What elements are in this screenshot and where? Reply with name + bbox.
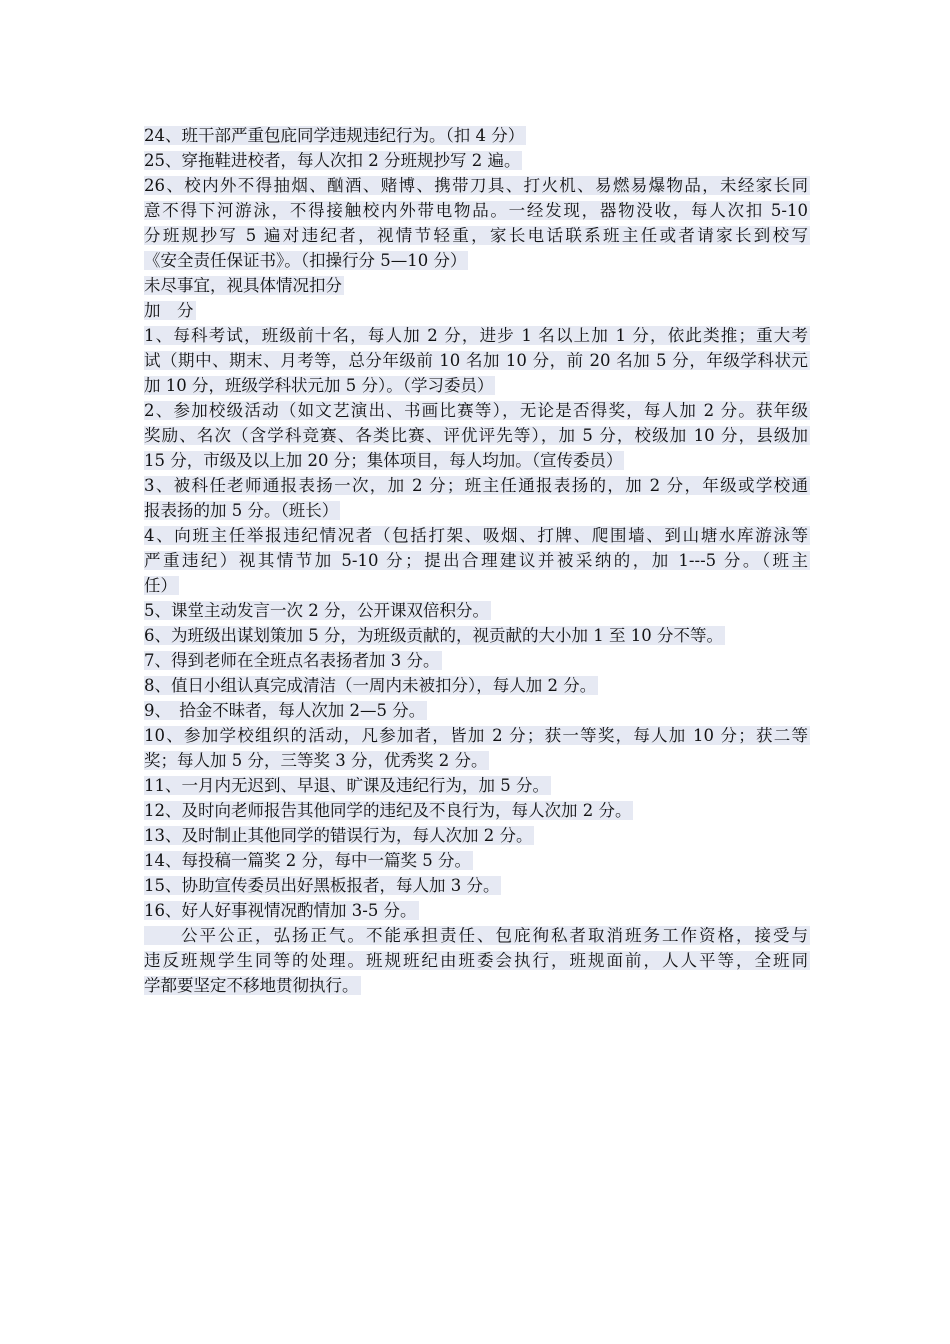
section-heading: 加 分 <box>144 301 194 320</box>
text-line: 7、得到老师在全班点名表扬者加 3 分。 <box>144 651 440 670</box>
document-body <box>144 123 810 998</box>
text-line: 26、校内外不得抽烟、酗酒、赌博、携带刀具、打火机、易燃易爆物品，未经家长同 <box>144 176 808 195</box>
text-line: 任） <box>144 576 177 595</box>
text-line: 12、及时向老师报告其他同学的违纪及不良行为，每人次加 2 分。 <box>144 801 632 820</box>
text-line: 14、每投稿一篇奖 2 分，每中一篇奖 5 分。 <box>144 851 471 870</box>
text-line: 16、好人好事视情况酌情加 3-5 分。 <box>144 901 417 920</box>
text-line: 15、协助宣传委员出好黑板报者，每人加 3 分。 <box>144 876 500 895</box>
text-line: 试（期中、期末、月考等，总分年级前 10 名加 10 分，前 20 名加 5 分，年级学科状元 <box>144 351 808 370</box>
text-line: 8、值日小组认真完成清洁（一周内未被扣分），每人加 2 分。 <box>144 676 597 695</box>
text-line: 15 分，市级及以上加 20 分；集体项目，每人均加。（宣传委员） <box>144 451 623 470</box>
text-line: 11、一月内无迟到、早退、旷课及违纪行为，加 5 分。 <box>144 776 549 795</box>
text-line: 25、穿拖鞋进校者，每人次扣 2 分班规抄写 2 遍。 <box>144 151 521 170</box>
text-line: 5、课堂主动发言一次 2 分，公开课双倍积分。 <box>144 601 489 620</box>
text-line: 分班规抄写 5 遍对违纪者，视情节轻重，家长电话联系班主任或者请家长到校写 <box>144 226 808 245</box>
text-line: 3、被科任老师通报表扬一次，加 2 分；班主任通报表扬的，加 2 分，年级或学校通 <box>144 476 808 495</box>
text-line: 公平公正，弘扬正气。不能承担责任、包庇徇私者取消班务工作资格，接受与 <box>144 926 808 945</box>
text-line: 2、参加校级活动（如文艺演出、书画比赛等），无论是否得奖，每人加 2 分。获年级 <box>144 401 808 420</box>
text-line: 4、向班主任举报违纪情况者（包括打架、吸烟、打牌、爬围墙、到山塘水库游泳等 <box>144 526 808 545</box>
text-line: 10、参加学校组织的活动，凡参加者，皆加 2 分；获一等奖，每人加 10 分；获二等 <box>144 726 808 745</box>
text-line: 1、每科考试，班级前十名，每人加 2 分，进步 1 名以上加 1 分，依此类推；重大考 <box>144 326 808 345</box>
text-line: 奖；每人加 5 分，三等奖 3 分，优秀奖 2 分。 <box>144 751 488 770</box>
text-line: 意不得下河游泳，不得接触校内外带电物品。一经发现，器物没收，每人次扣 5-10 <box>144 201 808 220</box>
text-line: 奖励、名次（含学科竞赛、各类比赛、评优评先等），加 5 分，校级加 10 分，县级加 <box>144 426 808 445</box>
text-line: 13、及时制止其他同学的错误行为，每人次加 2 分。 <box>144 826 533 845</box>
text-line: 加 10 分，班级学科状元加 5 分）。（学习委员） <box>144 376 494 395</box>
text-line: 报表扬的加 5 分。（班长） <box>144 501 339 520</box>
text-line: 6、为班级出谋划策加 5 分，为班级贡献的，视贡献的大小加 1 至 10 分不等。 <box>144 626 723 645</box>
text-line: 《安全责任保证书》。（扣操行分 5—10 分） <box>144 251 467 270</box>
text-line: 违反班规学生同等的处理。班规班纪由班委会执行，班规面前，人人平等，全班同 <box>144 951 808 970</box>
text-line: 24、班干部严重包庇同学违规违纪行为。（扣 4 分） <box>144 126 525 145</box>
text-line: 未尽事宜，视具体情况扣分 <box>144 276 342 295</box>
text-line: 严重违纪）视其情节加 5-10 分；提出合理建议并被采纳的，加 1---5 分。（班主 <box>144 551 808 570</box>
text-line: 9、 拾金不昧者，每人次加 2—5 分。 <box>144 701 426 720</box>
text-line: 学都要坚定不移地贯彻执行。 <box>144 976 359 995</box>
